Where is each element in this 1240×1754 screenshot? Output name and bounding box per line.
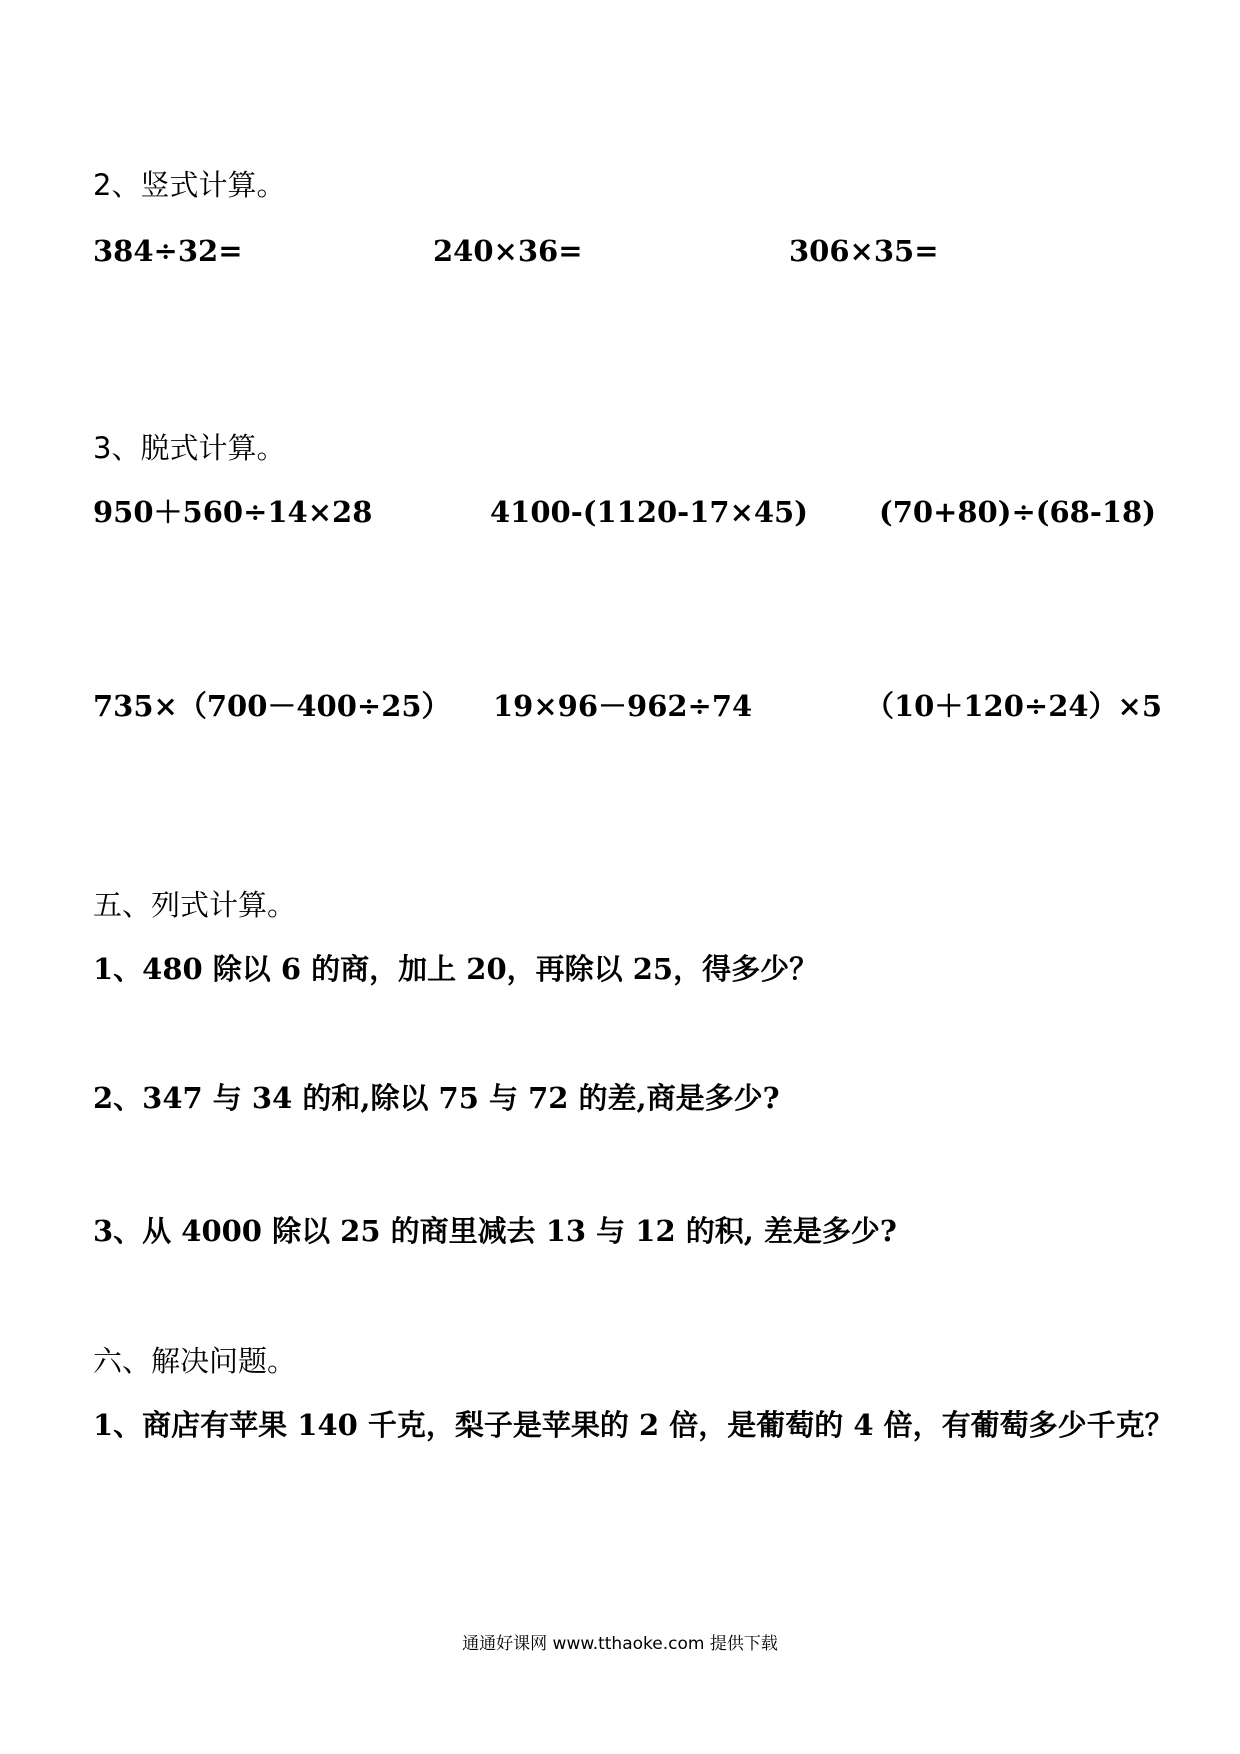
word-problem: 3、从 4000 除以 25 的商里减去 13 与 12 的积, 差是多少? <box>93 1214 897 1248</box>
step-calc-item: 950＋560÷14×28 <box>93 495 373 529</box>
vertical-calc-item: 306×35= <box>789 234 939 268</box>
step-calc-item: 4100-(1120-17×45) <box>490 495 808 529</box>
section-title-step-calc: 3、脱式计算。 <box>93 431 286 465</box>
vertical-calc-item: 240×36= <box>433 234 583 268</box>
vertical-calc-item: 384÷32= <box>93 234 243 268</box>
section-title-written-calc: 五、列式计算。 <box>93 888 297 922</box>
word-problem: 1、商店有苹果 140 千克，梨子是苹果的 2 倍，是葡萄的 4 倍，有葡萄多少千克？ <box>93 1408 1174 1442</box>
step-calc-item: 735×（700－400÷25） <box>93 689 451 723</box>
section-title-problem-solving: 六、解决问题。 <box>93 1344 297 1378</box>
page-footer: 通通好课网 www.tthaoke.com 提供下载 <box>462 1634 778 1654</box>
word-problem: 2、347 与 34 的和,除以 75 与 72 的差,商是多少? <box>93 1081 780 1115</box>
word-problem: 1、480 除以 6 的商，加上 20，再除以 25，得多少？ <box>93 952 819 986</box>
step-calc-item: 19×96－962÷74 <box>493 689 753 723</box>
step-calc-item: （10＋120÷24）×5 <box>865 689 1163 723</box>
step-calc-item: (70+80)÷(68-18) <box>879 495 1156 529</box>
section-title-vertical-calc: 2、竖式计算。 <box>93 168 286 202</box>
